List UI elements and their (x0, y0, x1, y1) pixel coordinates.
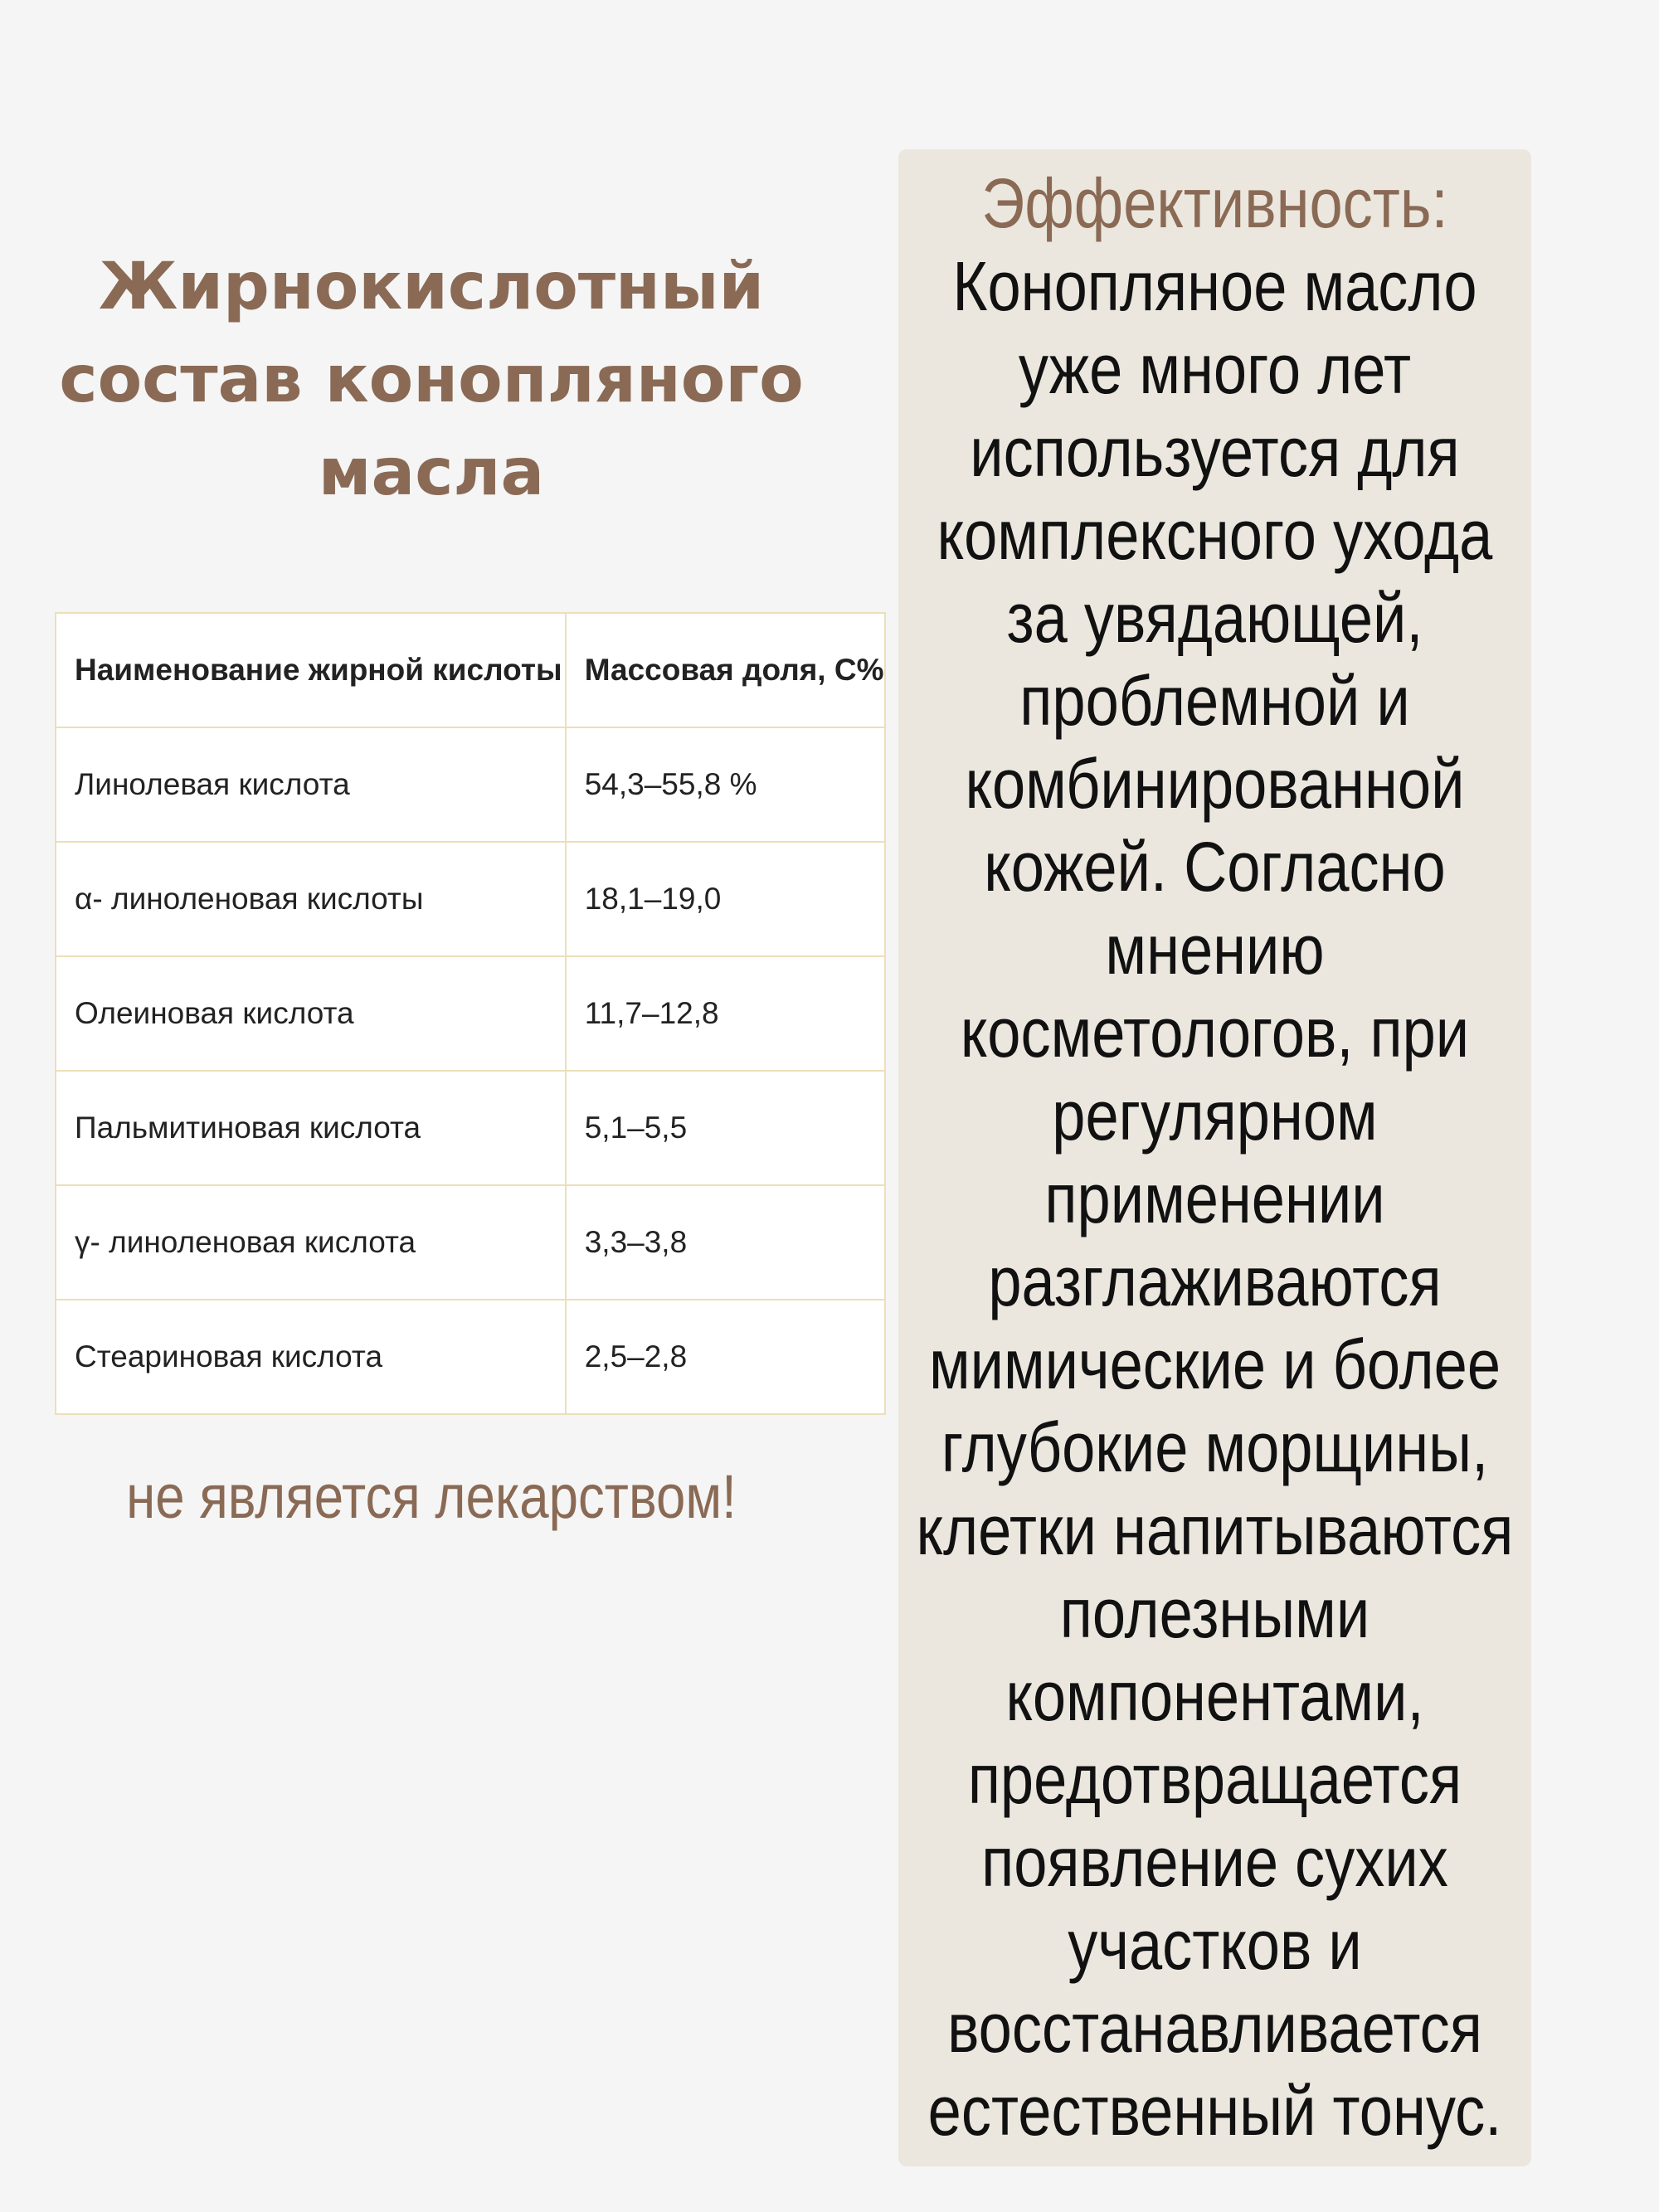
effect-line: применении (1044, 1159, 1385, 1237)
effect-line: глубокие морщины, (941, 1408, 1489, 1486)
mass-fraction-cell: 18,1–19,0 (566, 842, 885, 956)
table-header-row (56, 613, 885, 727)
title-line-2: состав конопляного (59, 343, 804, 417)
mass-fraction-cell: 11,7–12,8 (566, 956, 885, 1071)
effect-line: естественный тонус. (927, 2072, 1502, 2150)
effect-line: косметологов, при (960, 994, 1470, 1072)
effect-line: уже много лет (1018, 330, 1412, 408)
header-acid-name: Наименование жирной кислоты (56, 613, 566, 727)
table-row (56, 1185, 885, 1300)
effectiveness-heading: Эффективность: (981, 164, 1448, 242)
table-row (56, 1300, 885, 1414)
table-row (56, 956, 885, 1071)
effect-line: проблемной и (1019, 662, 1410, 740)
effect-line: комплексного ухода (937, 496, 1493, 574)
fatty-acid-table (55, 612, 886, 1415)
effect-line: участков и (1068, 1906, 1362, 1984)
title-line-1: Жирнокислотный (98, 250, 765, 324)
table-row (56, 727, 885, 842)
effect-line: полезными (1059, 1574, 1370, 1652)
effect-line: кожей. Согласно (984, 828, 1446, 906)
effect-line: компонентами, (1005, 1657, 1424, 1735)
header-mass-fraction: Массовая доля, С% (566, 613, 885, 727)
effectiveness-text (898, 162, 1531, 2152)
effect-line: предотвращается (967, 1740, 1462, 1818)
acid-name-cell: γ- линоленовая кислота (56, 1185, 566, 1300)
title-line-3: масла (318, 435, 545, 510)
effect-line: восстанавливается (947, 1989, 1482, 2067)
page-title (50, 241, 813, 519)
effect-line: регулярном (1052, 1077, 1378, 1155)
disclaimer-text: не является лекарством! (126, 1462, 737, 1531)
effect-line: клетки напитываются (916, 1491, 1514, 1569)
effect-line: появление сухих (981, 1823, 1448, 1901)
mass-fraction-cell: 5,1–5,5 (566, 1071, 885, 1185)
acid-name-cell: Олеиновая кислота (56, 956, 566, 1071)
mass-fraction-cell: 3,3–3,8 (566, 1185, 885, 1300)
effect-line: мнению (1105, 911, 1325, 989)
table-row (56, 1071, 885, 1185)
effect-line: за увядающей, (1006, 579, 1423, 657)
acid-name-cell: Стеариновая кислота (56, 1300, 566, 1414)
acid-name-cell: Линолевая кислота (56, 727, 566, 842)
effect-line: разглаживаются (988, 1242, 1442, 1320)
mass-fraction-cell: 2,5–2,8 (566, 1300, 885, 1414)
effect-line: комбинированной (965, 745, 1465, 823)
effect-line: Конопляное масло (952, 247, 1477, 325)
effectiveness-panel (898, 149, 1531, 2166)
effect-line: мимические и более (928, 1325, 1501, 1403)
effect-line: используется для (970, 413, 1460, 491)
table-row (56, 842, 885, 956)
acid-name-cell: Пальмитиновая кислота (56, 1071, 566, 1185)
mass-fraction-cell: 54,3–55,8 % (566, 727, 885, 842)
acid-name-cell: α- линоленовая кислоты (56, 842, 566, 956)
